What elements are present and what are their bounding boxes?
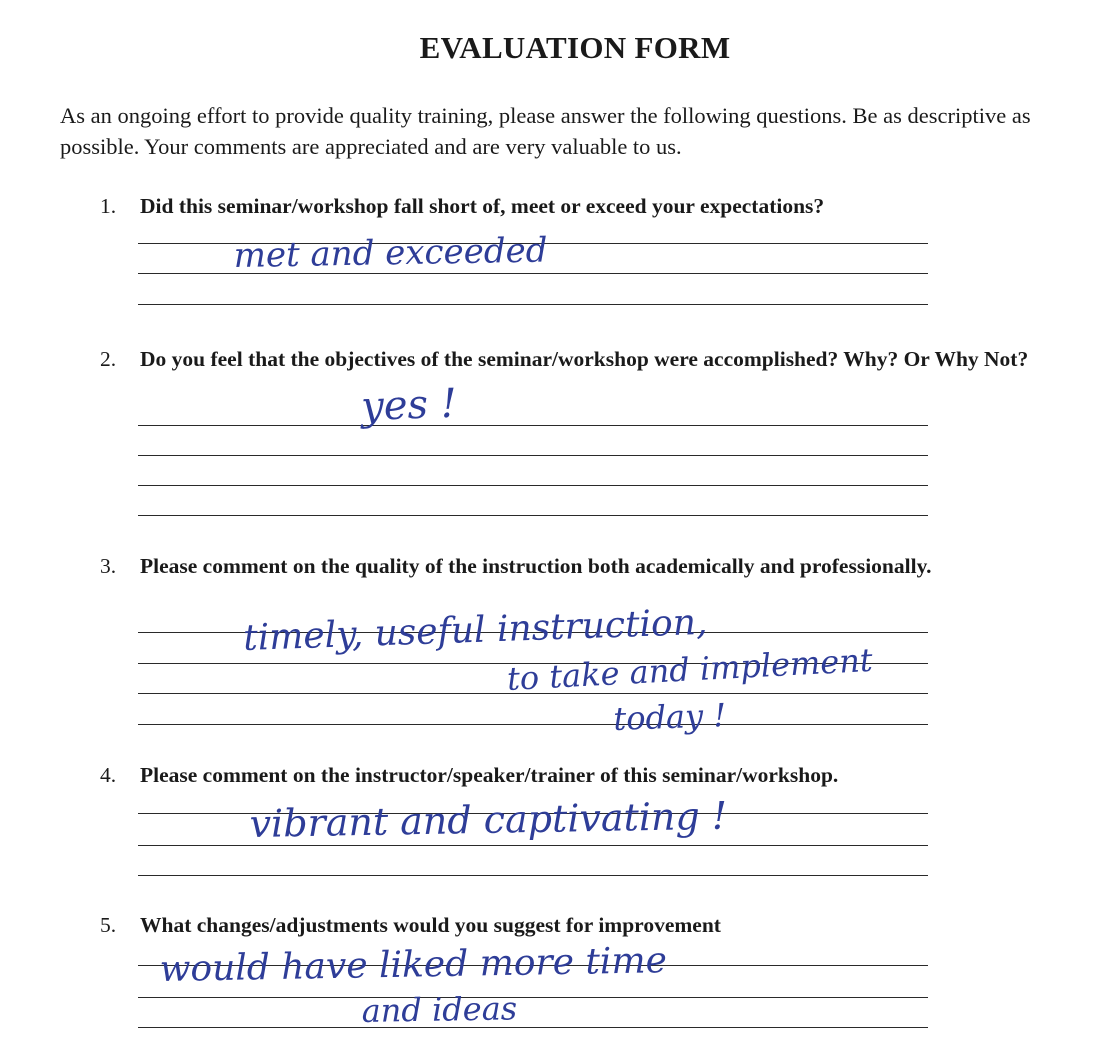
question-number: 5. xyxy=(100,913,117,937)
question-text: Do you feel that the objectives of the seminar/workshop were accomplished? Why? Or Why Not? xyxy=(140,347,1029,371)
question-number: 4. xyxy=(100,763,117,787)
form-intro: As an ongoing effort to provide quality training, please answer the following questions. Be as descriptive as possible. Your comments are appreciated and are very valuable to us. xyxy=(60,103,1031,159)
question-text: Please comment on the quality of the instruction both academically and professionally. xyxy=(140,554,932,578)
answer-line xyxy=(138,304,928,305)
handwritten-answer: and ideas xyxy=(361,989,518,1030)
question-text: Please comment on the instructor/speaker/trainer of this seminar/workshop. xyxy=(140,763,839,787)
question-3 xyxy=(100,553,1070,580)
form-title: EVALUATION FORM xyxy=(419,30,731,65)
answer-line xyxy=(138,515,928,516)
question-text: What changes/adjustments would you suggest for improvement xyxy=(140,913,721,937)
question-text: Did this seminar/workshop fall short of, meet or exceed your expectations? xyxy=(140,194,825,218)
question-1 xyxy=(100,193,1070,220)
question-number: 2. xyxy=(100,347,117,371)
handwritten-answer: met and exceeded xyxy=(233,230,548,276)
handwritten-answer: would have liked more time xyxy=(159,940,668,990)
answer-line xyxy=(138,455,928,456)
question-5 xyxy=(100,912,1070,939)
question-number: 3. xyxy=(100,554,117,578)
handwritten-answer: timely, useful instruction, xyxy=(242,601,709,659)
answer-line xyxy=(138,875,928,876)
handwritten-answer: vibrant and captivating ! xyxy=(249,793,728,846)
question-number: 1. xyxy=(100,194,117,218)
question-2 xyxy=(100,346,1070,373)
handwritten-answer: today ! xyxy=(612,696,727,738)
answer-line xyxy=(138,997,928,998)
answer-line xyxy=(138,724,928,725)
handwritten-answer: to take and implement xyxy=(506,640,874,698)
handwritten-answer: yes ! xyxy=(360,380,458,430)
answer-line xyxy=(138,425,928,426)
question-4 xyxy=(100,762,1070,789)
answer-line xyxy=(138,1027,928,1028)
answer-line xyxy=(138,485,928,486)
